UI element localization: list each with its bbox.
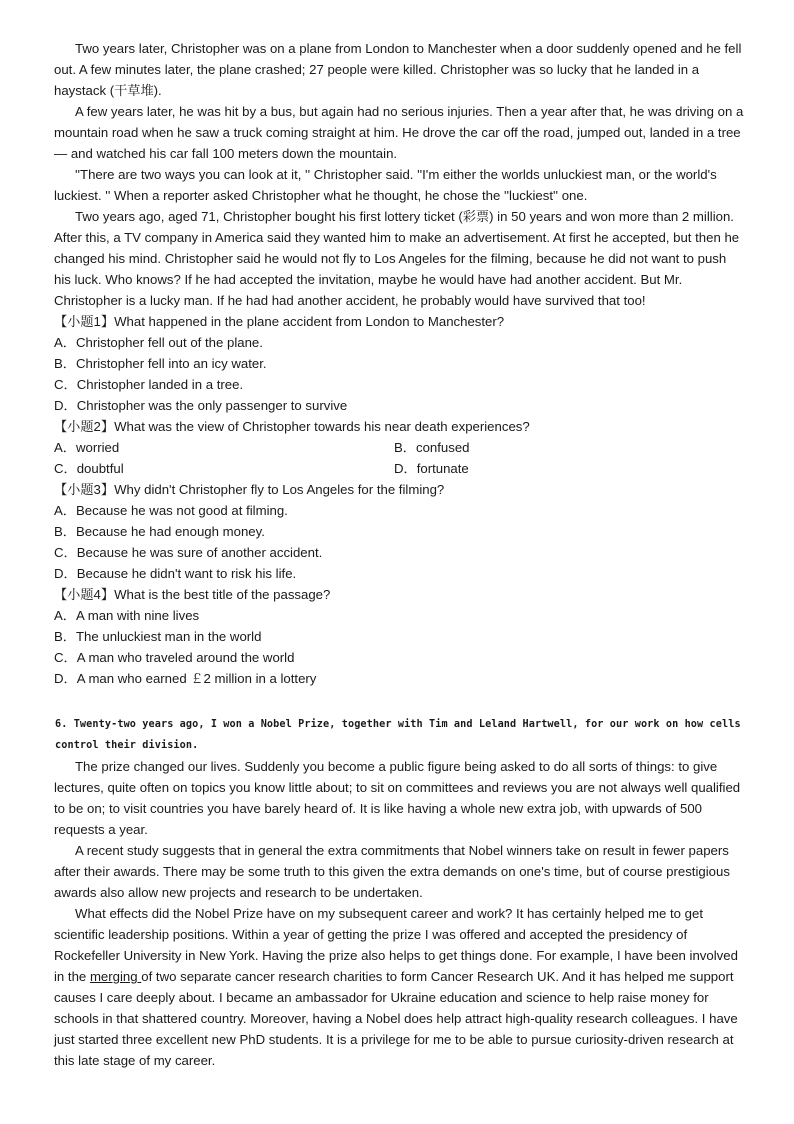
passage-paragraph: A recent study suggests that in general the extra commitments that Nobel winners take on result in fewer papers after their awards. There may be some truth to this given the extra demands on one's time, but of course prestigious awards also allow new projects and research to be undertaken. bbox=[54, 843, 730, 900]
option-d: D．A man who earned ￡2 million in a lottery bbox=[54, 671, 317, 686]
underlined-word: merging bbox=[89, 969, 142, 984]
option-d: D．fortunate bbox=[394, 461, 469, 476]
option-b: B．Christopher fell into an icy water. bbox=[54, 356, 267, 371]
text-span: What effects did the Nobel Prize have on my subsequent career and work? It has certainly helped me to get scientific leadership positions. Within a year of getting the prize I was offered and accepted the presidency of Rockefeller University in New York. Having the prize also helps to get things done. For example, I have been involved in the bbox=[54, 906, 738, 984]
option-a: A．Because he was not good at filming. bbox=[54, 503, 288, 518]
passage-paragraph: The prize changed our lives. Suddenly you become a public figure being asked to do all sorts of things: to give lectures, quite often on topics you know little about; to sit on committees and reviews you are not always well qualified to be on; to visit countries you have barely heard of. It is like having a whole new extra job, with upwards of 500 requests a year. bbox=[54, 759, 741, 837]
option-d: D．Because he didn't want to risk his life. bbox=[54, 566, 297, 581]
option-a: A．A man with nine lives bbox=[54, 608, 200, 623]
option-a: A．Christopher fell out of the plane. bbox=[54, 335, 263, 350]
text-span: of two separate cancer research charities to form Cancer Research UK. And it has helped me support causes I care deeply about. I became an ambassador for Ukraine education and science to help raise money for schools in that shattered country. Moreover, having a Nobel does help attract high-quality research colleagues. I have just started three excellent new PhD students. It is a privilege for me to be able to pursue curiosity-driven research at this late stage of my career. bbox=[54, 969, 738, 1068]
option-b: B．confused bbox=[394, 440, 470, 455]
option-a: A．worried bbox=[54, 440, 120, 455]
passage-intro: 6. Twenty-two years ago, I won a Nobel Prize, together with Tim and Leland Hartwell, for our work on how cells control their division. bbox=[55, 719, 741, 751]
option-c: C．doubtful bbox=[54, 461, 124, 476]
question-3 bbox=[54, 479, 744, 584]
passage-paragraph: ''There are two ways you can look at it, '' Christopher said. ''I'm either the worlds unluckiest man, or the world's luckiest. '' When a reporter asked Christopher what he thought, he chose the ''luckiest'' one. bbox=[54, 167, 717, 203]
option-b: B．The unluckiest man in the world bbox=[54, 629, 262, 644]
passage-6 bbox=[54, 714, 744, 1071]
question-stem: 【小题1】What happened in the plane accident from London to Manchester? bbox=[54, 314, 505, 329]
question-stem: 【小题2】What was the view of Christopher towards his near death experiences? bbox=[54, 419, 530, 434]
options-row bbox=[54, 437, 744, 458]
question-stem: 【小题3】Why didn't Christopher fly to Los Angeles for the filming? bbox=[54, 482, 445, 497]
question-1 bbox=[54, 311, 744, 416]
option-b: B．Because he had enough money. bbox=[54, 524, 265, 539]
option-c: C．Christopher landed in a tree. bbox=[54, 377, 244, 392]
document-page bbox=[54, 38, 744, 1071]
passage-5 bbox=[54, 38, 744, 689]
passage-paragraph: A few years later, he was hit by a bus, but again had no serious injuries. Then a year after that, he was driving on a mountain road when he saw a truck coming straight at him. He drove the car off the road, jumped out, landed in a tree — and watched his car fall 100 meters down the mountain. bbox=[54, 104, 744, 161]
option-d: D．Christopher was the only passenger to survive bbox=[54, 398, 348, 413]
passage-paragraph: Two years ago, aged 71, Christopher bought his first lottery ticket (彩票) in 50 years and won more than 2 million. After this, a TV company in America said they wanted him to make an advertisement. At first he accepted, but then he changed his mind. Christopher said he would not fly to Los Angeles for the filming, because he did not want to push his luck. Who knows? If he had accepted the invitation, maybe he would have had another accident. But Mr. Christopher is a lucky man. If he had had another accident, he probably would have survived that too! bbox=[54, 209, 740, 308]
passage-paragraph: Two years later, Christopher was on a plane from London to Manchester when a door suddenly opened and he fell out. A few minutes later, the plane crashed; 27 people were killed. Christopher was so lucky that he landed in a haystack (干草堆). bbox=[54, 41, 742, 98]
section-gap bbox=[54, 689, 744, 714]
option-c: C．Because he was sure of another accident. bbox=[54, 545, 323, 560]
option-c: C．A man who traveled around the world bbox=[54, 650, 295, 665]
passage-paragraph bbox=[54, 903, 744, 1071]
options-row bbox=[54, 458, 744, 479]
question-stem: 【小题4】What is the best title of the passage? bbox=[54, 587, 331, 602]
question-2 bbox=[54, 416, 744, 479]
question-4 bbox=[54, 584, 744, 689]
